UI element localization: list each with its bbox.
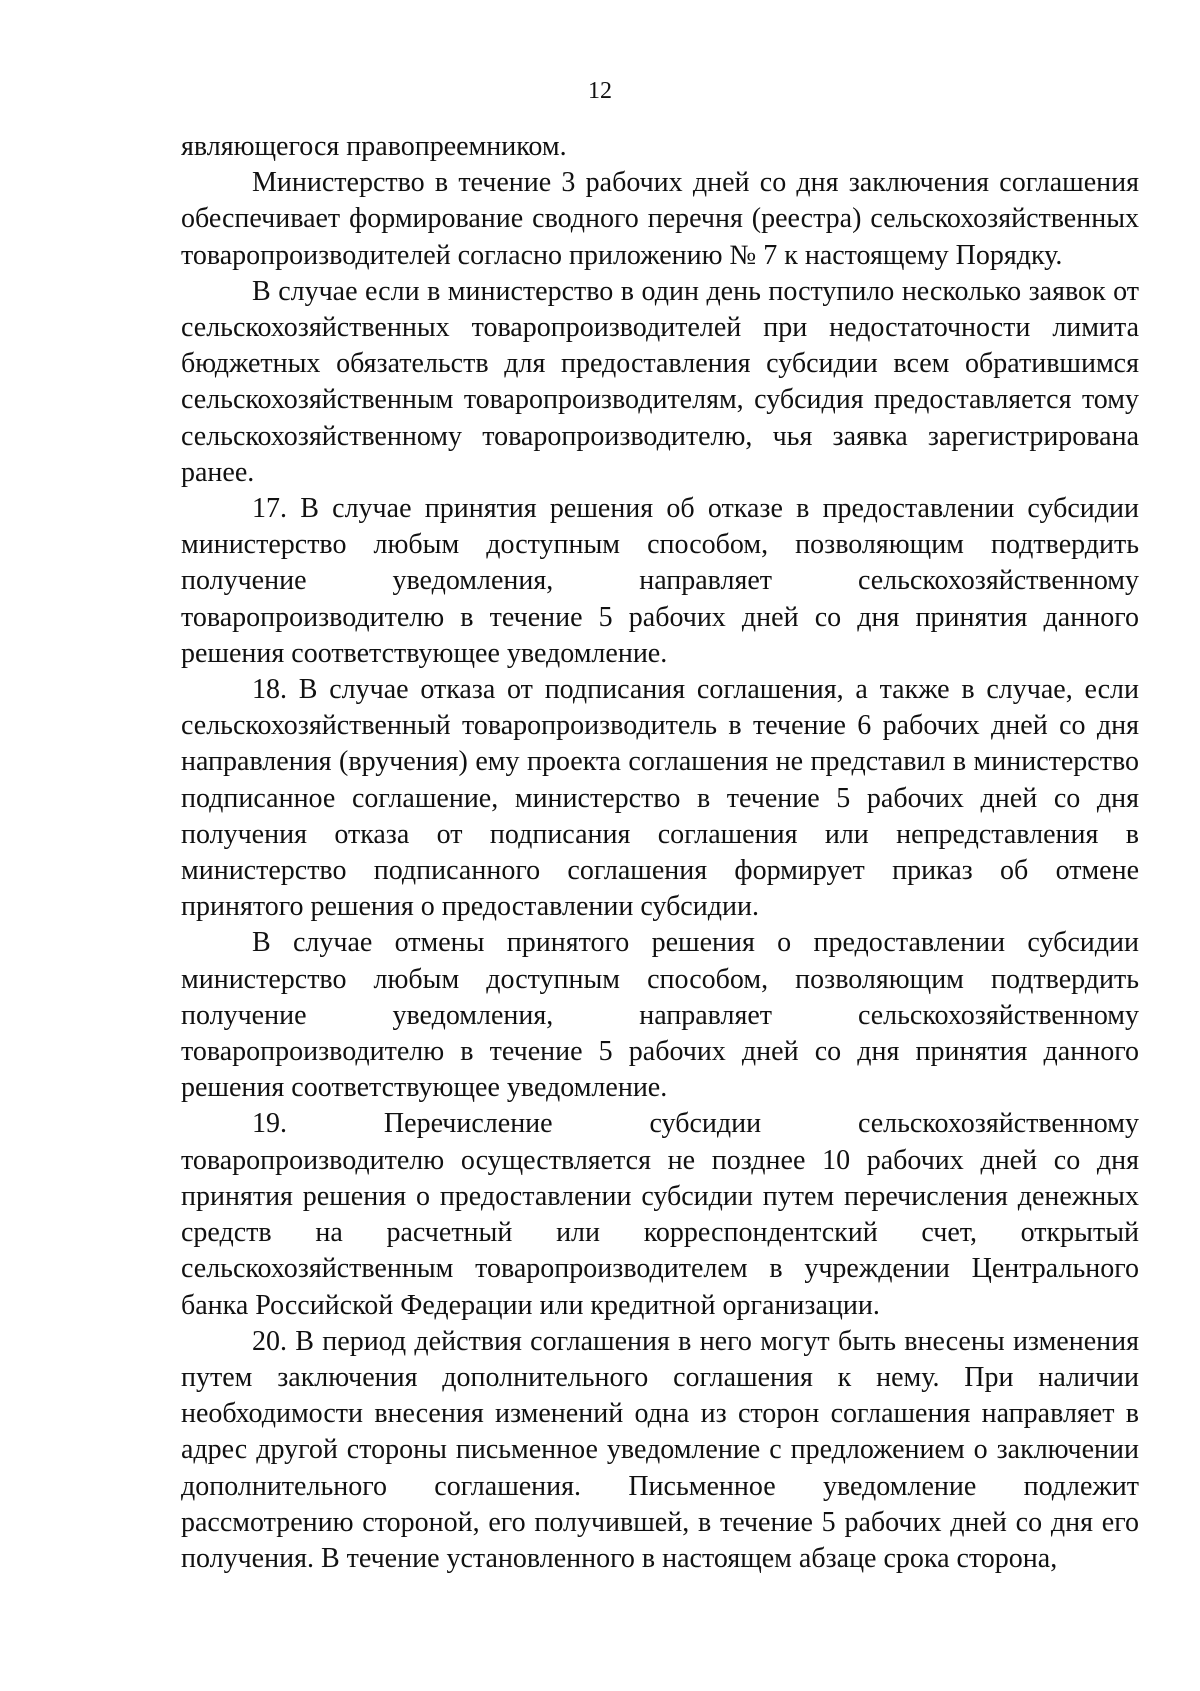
paragraph-multiple-applications: В случае если в министерство в один день поступило несколько заявок от сельскохозяйственных товаропроизводителей при недостаточности лимита бюджетных обязательств для предоставления субсидии всем обратившимся сельскохозяйственным товаропроизводителям, субсидия предоставляется тому сельскохозяйственному товаропроизводителю, чья заявка зарегистрирована ранее. <box>181 275 1139 488</box>
paragraph-cancellation-notice: В случае отмены принятого решения о предоставлении субсидии министерство любым доступным способом, позволяющим подтвердить получение уведомления, направляет сельскохозяйственному товаропроизводителю в течение 5 рабочих дней со дня принятия данного решения соответствующее уведомление. <box>181 927 1139 1104</box>
paragraph-continuation: являющегося правопреемником. <box>181 131 567 162</box>
page-number: 12 <box>588 78 612 104</box>
document-body <box>181 129 1139 1577</box>
paragraph-item-19: 19. Перечисление субсидии сельскохозяйственному товаропроизводителю осуществляется не позднее 10 рабочих дней со дня принятия решения о предоставлении субсидии путем перечисления денежных средств на расчетный или корреспондентский счет, открытый сельскохозяйственным товаропроизводителем в учреждении Центрального банка Российской Федерации или кредитной организации. <box>181 1108 1139 1321</box>
paragraph-item-20: 20. В период действия соглашения в него могут быть внесены изменения путем заключения дополнительного соглашения к нему. При наличии необходимости внесения изменений одна из сторон соглашения направляет в адрес другой стороны письменное уведомление с предложением о заключении дополнительного соглашения. Письменное уведомление подлежит рассмотрению стороной, его получившей, в течение 5 рабочих дней со дня его получения. В течение установленного в настоящем абзаце срока сторона, <box>181 1325 1139 1574</box>
paragraph-item-17: 17. В случае принятия решения об отказе в предоставлении субсидии министерство любым доступным способом, позволяющим подтвердить получение уведомления, направляет сельскохозяйственному товаропроизводителю в течение 5 рабочих дней со дня принятия данного решения соответствующее уведомление. <box>181 493 1139 669</box>
paragraph-registry: Министерство в течение 3 рабочих дней со дня заключения соглашения обеспечивает формирование сводного перечня (реестра) сельскохозяйственных товаропроизводителей согласно приложению № 7 к настоящему Порядку. <box>181 167 1139 271</box>
paragraph-item-18: 18. В случае отказа от подписания соглашения, а также в случае, если сельскохозяйственный товаропроизводитель в течение 6 рабочих дней со дня направления (вручения) ему проекта соглашения не представил в министерство подписанное соглашение, министерство в течение 5 рабочих дней со дня получения отказа от подписания соглашения или непредставления в министерство подписанного соглашения формирует приказ об отмене принятого решения о предоставлении субсидии. <box>181 674 1139 923</box>
